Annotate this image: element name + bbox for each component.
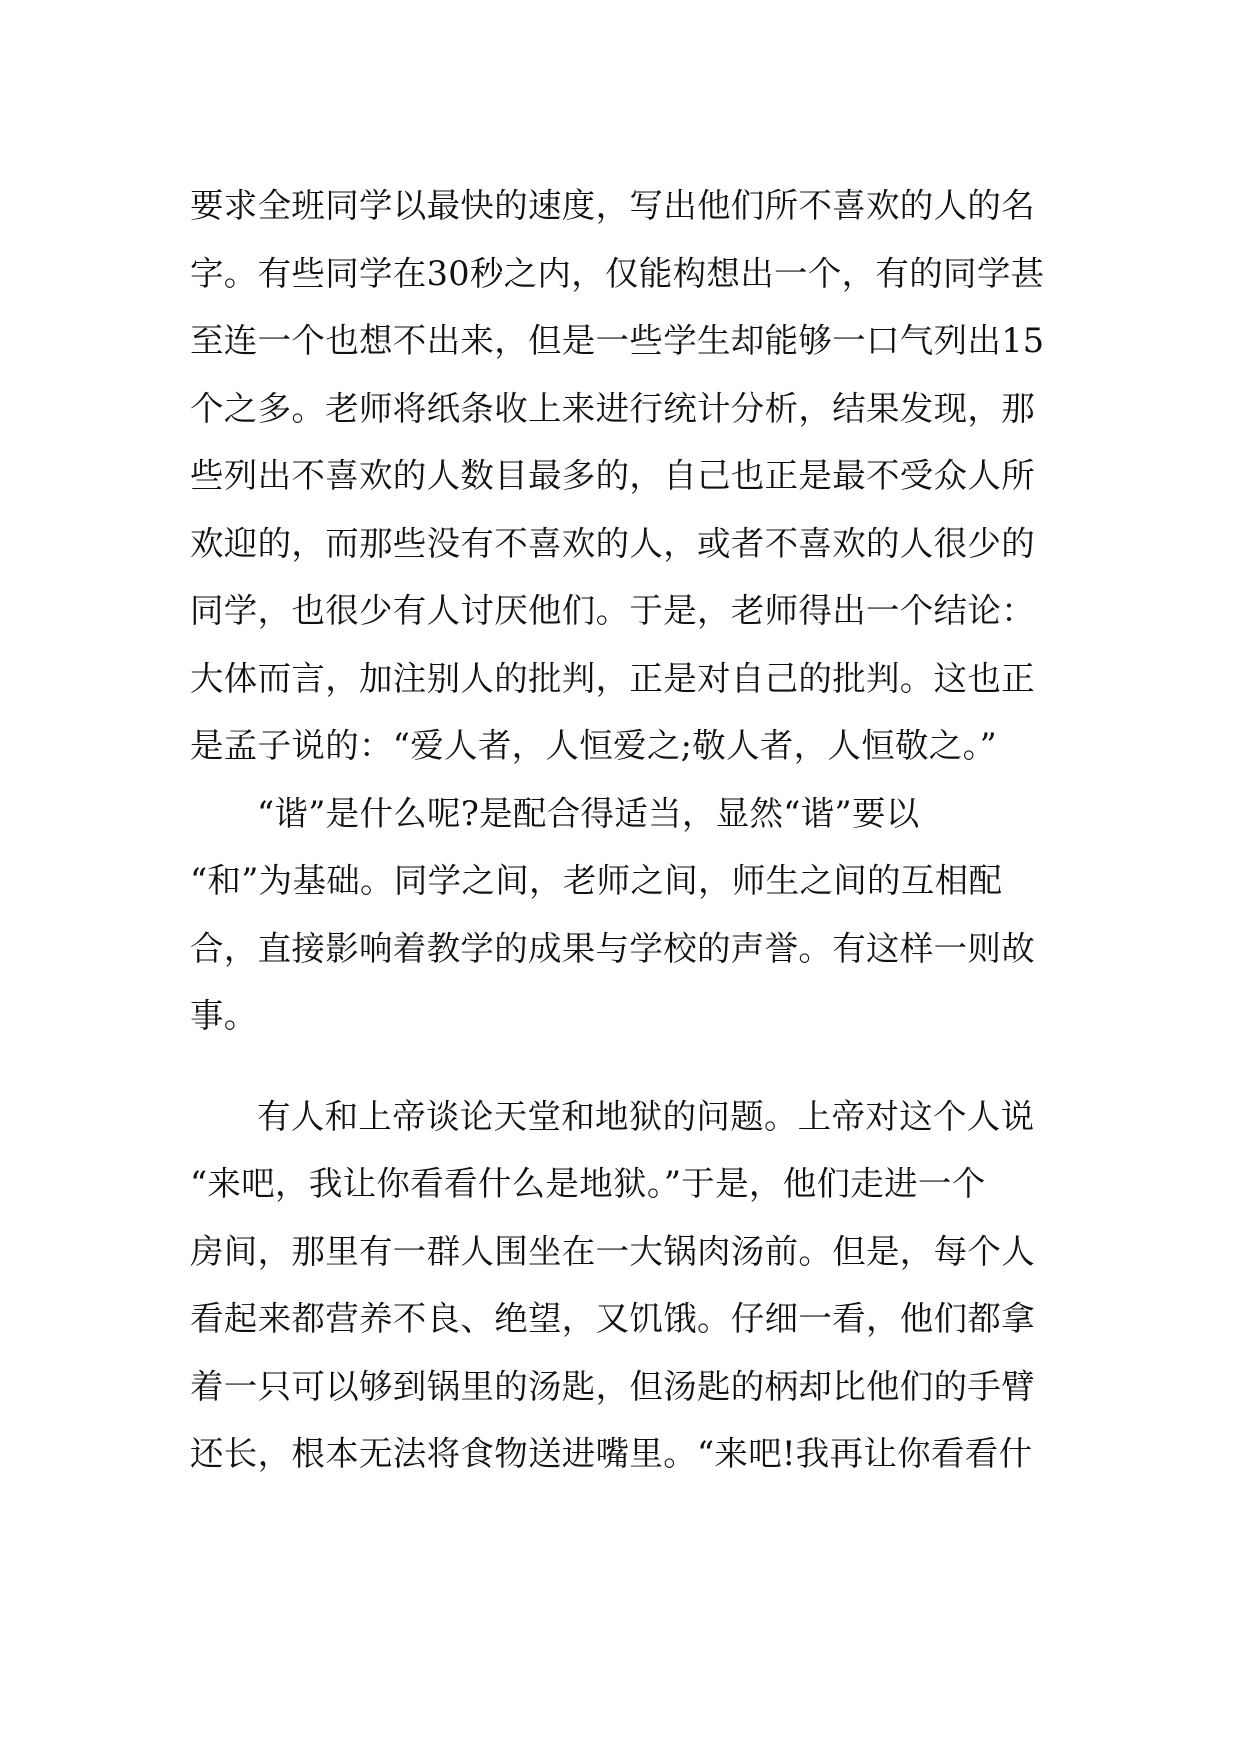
text-line: 还长，根本无法将食物送进嘴里。“来吧!我再让你看看什 — [190, 1434, 1033, 1473]
text-line: 是孟子说的：“爱人者，人恒爱之;敬人者，人恒敬之。” — [190, 726, 998, 765]
text-line: “来吧，我让你看看什么是地狱。”于是，他们走进一个 — [190, 1164, 986, 1203]
document-page — [190, 172, 1070, 1488]
text-line: 些列出不喜欢的人数目最多的，自己也正是最不受众人所 — [190, 456, 1035, 495]
text-line: 有人和上帝谈论天堂和地狱的问题。上帝对这个人说 — [257, 1096, 1035, 1136]
paragraph-spacer — [190, 1050, 1070, 1083]
text-line: 同学，也很少有人讨厌他们。于是，老师得出一个结论： — [190, 591, 1035, 630]
paragraph-3 — [190, 1083, 1070, 1488]
text-line: 着一只可以够到锅里的汤匙，但汤匙的柄却比他们的手臂 — [190, 1366, 1035, 1406]
text-line: 合，直接影响着教学的成果与学校的声誉。有这样一则故 — [190, 928, 1035, 968]
text-line: 看起来都营养不良、绝望，又饥饿。仔细一看，他们都拿 — [190, 1299, 1035, 1338]
text-line: 个之多。老师将纸条收上来进行统计分析，结果发现，那 — [190, 388, 1035, 428]
text-line: 至连一个也想不出来，但是一些学生却能够一口气列出15 — [190, 321, 1045, 360]
text-line: 房间，那里有一群人围坐在一大锅肉汤前。但是，每个人 — [190, 1231, 1035, 1271]
text-line: 大体而言，加注别人的批判，正是对自己的批判。这也正 — [190, 658, 1035, 698]
paragraph-2 — [190, 780, 1070, 1050]
text-line: 要求全班同学以最快的速度，写出他们所不喜欢的人的名 — [190, 186, 1035, 225]
text-line: “谐”是什么呢?是配合得适当，显然“谐”要以 — [257, 793, 920, 833]
paragraph-1 — [190, 172, 1070, 780]
text-line: 事。 — [190, 996, 258, 1035]
text-line: “和”为基础。同学之间，老师之间，师生之间的互相配 — [190, 861, 1003, 900]
text-line: 欢迎的，而那些没有不喜欢的人，或者不喜欢的人很少的 — [190, 523, 1035, 563]
text-line: 字。有些同学在30秒之内，仅能构想出一个，有的同学甚 — [190, 253, 1045, 293]
